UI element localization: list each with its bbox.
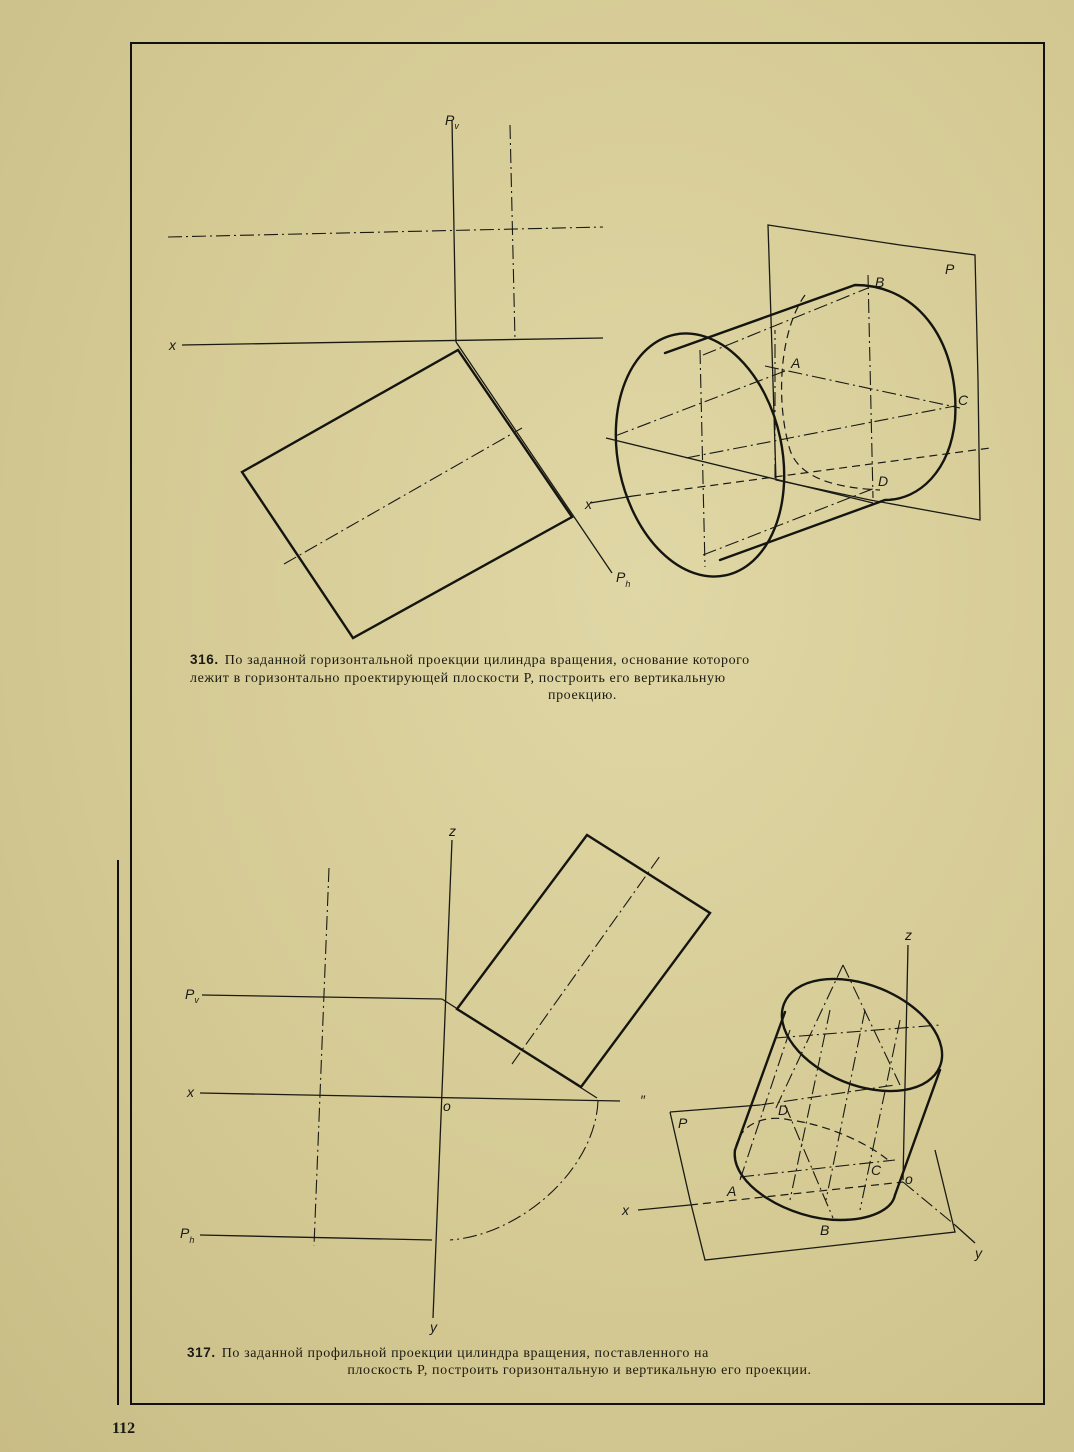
diameter-ac-line	[765, 366, 960, 408]
problem-317-caption	[187, 1344, 972, 1379]
iso-x-axis-hidden	[690, 1182, 903, 1205]
z-y-axis-line	[433, 840, 452, 1318]
label-x-316: x	[169, 337, 176, 353]
problem-316-caption	[190, 651, 975, 704]
label-y-317: y	[430, 1319, 437, 1335]
fig317-isometric	[638, 945, 975, 1260]
label-iso-origin: o	[905, 1171, 913, 1187]
label-point-b-317: B	[820, 1222, 830, 1238]
fig316-isometric	[590, 225, 990, 592]
diagonal-3	[785, 1105, 833, 1218]
transfer-arc	[450, 1101, 598, 1240]
page-number: 112	[112, 1420, 136, 1437]
fig317-orthographic	[200, 835, 710, 1318]
label-point-d-316: D	[878, 473, 889, 489]
label-point-c-316: C	[958, 392, 969, 408]
label-y1-tick: ″	[640, 1092, 645, 1108]
iso-x-axis	[638, 1205, 690, 1210]
iso-y-axis	[955, 1225, 975, 1243]
label-point-a-316: A	[791, 355, 801, 371]
problem-316-line-3: проекцию.	[547, 688, 618, 703]
cross-line-top	[775, 1025, 940, 1038]
problem-316-line-1: По заданной горизонтальной проекции цилиндра вращения, основание которого	[224, 653, 750, 668]
label-plane-p-317: P	[678, 1115, 688, 1131]
gen-line-bottom	[703, 488, 875, 555]
x-axis-line-317	[200, 1093, 620, 1101]
diagonal-1	[843, 965, 900, 1085]
label-x-317: x	[187, 1084, 194, 1100]
label-iso-x: x	[622, 1202, 629, 1218]
cylinder-horizontal-projection	[242, 350, 572, 638]
cylinder-left-generator	[735, 1012, 785, 1150]
label-point-d-317: D	[778, 1102, 789, 1118]
trace-pv-line	[452, 120, 456, 342]
problem-317-line-2: плоскость P, построить горизонтальную и вертикальную его проекции.	[347, 1363, 812, 1378]
label-point-c-317: C	[871, 1162, 882, 1178]
cylinder-profile-projection	[457, 835, 710, 1087]
label-origin-317: o	[443, 1098, 451, 1114]
axis-projection-line-317	[314, 868, 329, 1246]
label-point-b-316: B	[875, 274, 885, 290]
label-iso-y: y	[975, 1245, 982, 1261]
iso-y-axis-hidden	[903, 1182, 955, 1225]
trace-pv-line-317	[202, 995, 442, 999]
axis-projection-line	[510, 125, 515, 340]
label-point-a-317: A	[727, 1183, 737, 1199]
gen-line-c	[686, 406, 955, 458]
gen-line-3	[826, 1010, 865, 1200]
cylinder-axis-line	[284, 428, 522, 564]
label-ph: $P_h$	[616, 569, 631, 589]
axis-vertical-front	[700, 350, 705, 567]
trace-ph-line-317	[200, 1235, 432, 1240]
cylinder-base-in-plane-hidden	[782, 295, 880, 490]
problem-316-number: 316.	[190, 652, 219, 667]
label-plane-p-316: P	[945, 261, 955, 277]
x-axis-line	[182, 338, 603, 345]
label-ph-317: $P_h$	[180, 1225, 195, 1245]
gen-line-2	[790, 1010, 830, 1200]
label-z-317: z	[449, 823, 456, 839]
problem-317-number: 317.	[187, 1345, 216, 1360]
label-pv-317: $P_v$	[185, 986, 199, 1005]
iso-z-axis	[903, 945, 908, 1180]
fig316-orthographic	[168, 120, 612, 638]
cylinder-right-generator	[895, 1070, 940, 1195]
axis-horizontal-line	[168, 227, 603, 237]
cylinder-outline	[665, 285, 955, 560]
label-iso-z: z	[905, 927, 912, 943]
gen-line-4	[860, 1020, 900, 1210]
cylinder-axis-317	[512, 856, 660, 1064]
label-x-iso-316: x	[585, 496, 592, 512]
problem-316-line-2: лежит в горизонтально проектирующей плоскости P, построить его вертикальную	[190, 671, 726, 686]
label-pv: $P_v$	[445, 112, 459, 131]
gen-line-a	[615, 371, 785, 436]
problem-317-line-1: По заданной профильной проекции цилиндра вращения, поставленного на	[221, 1346, 709, 1361]
